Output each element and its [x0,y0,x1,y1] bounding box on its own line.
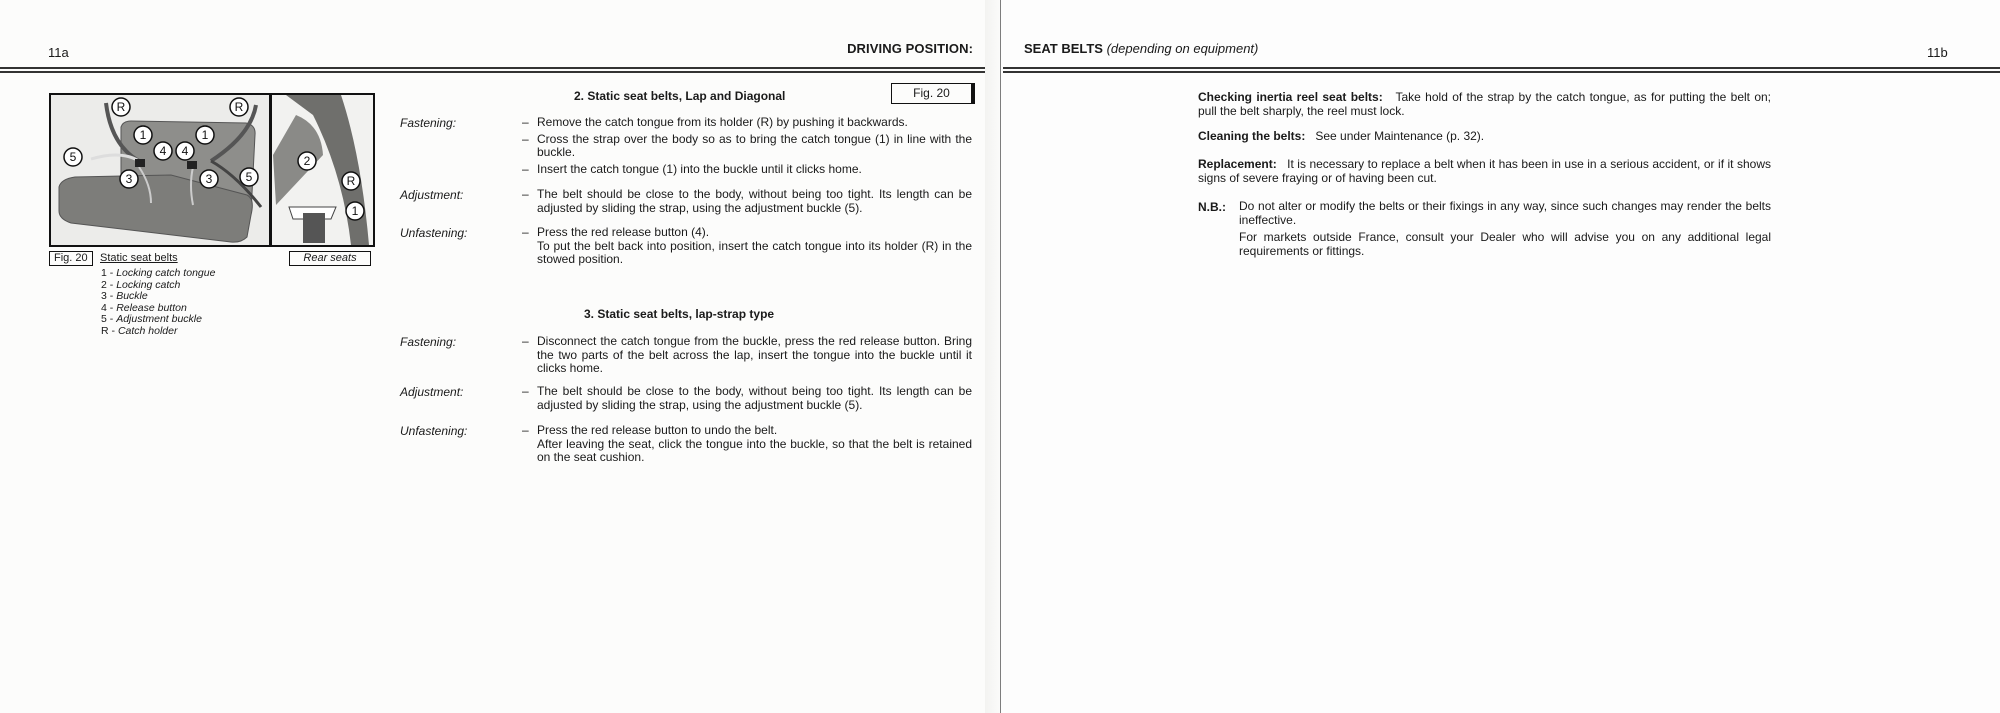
callout-3-right [200,170,218,188]
callout-label: 5 [245,170,253,184]
replacement-paragraph [1198,158,1771,185]
section-2-adjustment-label: Adjustment: [400,188,464,202]
header-subtitle: (depending on equipment) [1106,41,1259,56]
section-3-fastening-text [522,335,972,379]
step-item [522,226,972,240]
legend-text: Locking catch tongue [116,267,216,279]
step-text: Press the red release button to undo the belt. [537,423,778,437]
nb-text-2: For markets outside France, consult your Dealer who will advise you on any additional legal requirements or fittings. [1239,230,1771,258]
legend-separator: - [106,301,117,314]
legend-key: 2 [101,278,107,291]
checking-paragraph [1198,91,1771,118]
legend-separator: - [108,324,118,337]
step-item [522,424,972,438]
callout-label: 2 [303,154,311,168]
callout-label: 5 [69,150,77,164]
section-2-fastening-label: Fastening: [400,116,457,130]
buckle-left [135,159,145,167]
legend-text: Catch holder [117,324,178,337]
seat-belt-figure [49,93,375,247]
section-3-adjustment-label: Adjustment: [400,385,464,399]
cleaning-paragraph [1198,130,1771,144]
header-rule-left [0,67,985,73]
callout-label: 1 [351,204,359,218]
callout-label: 3 [205,172,213,186]
step-text: Disconnect the catch tongue from the buckle, press the red release button. Bring the two parts of the belt across the lap, insert the tongue into the buckle until it clicks home. [537,334,972,375]
callout-1-left [134,126,152,144]
callout-label: 4 [159,144,167,158]
header-seat-belts [1024,41,1258,56]
cleaning-text: See under Maintenance (p. 32). [1315,129,1485,143]
section-2-adjustment-text [522,188,972,218]
step-item [522,188,972,215]
header-title: SEAT BELTS [1024,41,1103,56]
legend-text: Buckle [116,290,148,302]
section-2-unfastening-text [522,226,972,267]
callout-5-right [240,168,258,186]
legend-separator: - [106,290,117,302]
cleaning-label: Cleaning the belts: [1198,129,1306,143]
step-text: Press the red release button (4). [537,225,710,239]
section-3-title: 3. Static seat belts, lap-strap type [584,307,775,321]
legend-key: R [101,324,109,337]
section-2-title: 2. Static seat belts, Lap and Diagonal [574,89,786,103]
section-3-fastening-label: Fastening: [400,335,457,349]
replacement-label: Replacement: [1198,157,1277,171]
step-item [522,335,972,376]
figure-caption-title: Static seat belts [100,252,178,264]
dash: – [522,384,529,398]
legend-key: 4 [101,301,107,314]
callout-4-right [176,142,194,160]
callout-label: 1 [139,128,147,142]
callout-r-right [230,98,248,116]
legend-key: 5 [101,313,107,325]
step-item [522,133,972,160]
callout-1-pillar [346,202,364,220]
section-3-unfastening-text [522,424,972,465]
rear-seats-label: Rear seats [289,251,371,266]
callout-r-left [112,98,130,116]
callout-1-right [196,126,214,144]
figure-divider [269,95,272,245]
legend-text: Release button [116,301,187,314]
callout-3-left [120,170,138,188]
buckle-right [187,161,197,169]
dash: – [522,225,529,239]
section-2-fastening-steps [522,116,972,179]
figure-legend [101,268,215,337]
figure-reference-box: Fig. 20 [891,83,975,104]
step-continuation: To put the belt back into position, insert the catch tongue into its holder (R) in the stowed position. [537,238,972,266]
header-rule-right [1003,67,2000,73]
callout-label: 1 [201,128,209,142]
legend-text: Adjustment buckle [116,313,202,325]
dash: – [522,131,529,146]
legend-text: Locking catch [116,278,181,291]
callout-label: 4 [181,144,189,158]
step-item [522,163,972,177]
step-text: Insert the catch tongue (1) into the buckle until it clicks home. [537,161,862,176]
section-3-unfastening-label: Unfastening: [400,424,468,438]
step-item [522,116,972,130]
callout-5-left [64,148,82,166]
dash: – [522,423,529,437]
checking-label: Checking inertia reel seat belts: [1198,90,1383,104]
legend-separator: - [106,278,117,291]
dash: – [522,161,529,176]
header-driving-position: DRIVING POSITION: [847,41,973,56]
callout-label: 3 [125,172,133,186]
legend-item [101,326,215,338]
gutter-shadow [985,0,1000,713]
strap [303,213,325,243]
step-continuation: After leaving the seat, click the tongue into the buckle, so that the belt is retained on the seat cushion. [537,436,972,464]
step-text: The belt should be close to the body, without being too tight. Its length can be adjusted by sliding the strap, using the adjustment buckle (5). [537,187,972,215]
callout-label: R [234,100,244,114]
section-3-adjustment-text [522,385,972,415]
replacement-text: It is necessary to replace a belt when it has been in use in a serious accident, or if it shows signs of severe fraying or of having been cut. [1198,157,1771,185]
legend-separator: - [106,313,117,325]
nb-text-1: Do not alter or modify the belts or their fixings in any way, since such changes may render the belts ineffective. [1239,199,1771,227]
page-number-right: 11b [1927,45,1948,60]
callout-2-pillar [298,152,316,170]
dash: – [522,187,529,201]
nb-label: N.B.: [1198,200,1226,214]
page-number-left: 11a [48,45,69,60]
figure-number-box: Fig. 20 [49,251,93,266]
checking-text: Take hold of the strap by the catch tongue, as for putting the belt on; pull the belt sharply, the reel must lock. [1198,90,1771,118]
dash: – [522,334,529,348]
callout-4-left [154,142,172,160]
rear-seat-illustration [51,95,373,245]
legend-key: 3 [101,290,107,302]
section-2-unfastening-label: Unfastening: [400,226,468,240]
step-text: The belt should be close to the body, without being too tight. Its length can be adjusted by sliding the strap, using the adjustment buckle (5). [537,384,972,412]
callout-r-pillar [342,172,360,190]
legend-separator: - [106,267,117,279]
step-item [522,385,972,412]
dash: – [522,115,529,129]
callout-label: R [346,174,356,188]
step-text: Cross the strap over the body so as to bring the catch tongue (1) in line with the buckle. [537,131,972,159]
legend-key: 1 [101,267,107,279]
step-text: Remove the catch tongue from its holder (R) by pushing it backwards. [537,115,908,129]
callout-label: R [116,100,126,114]
